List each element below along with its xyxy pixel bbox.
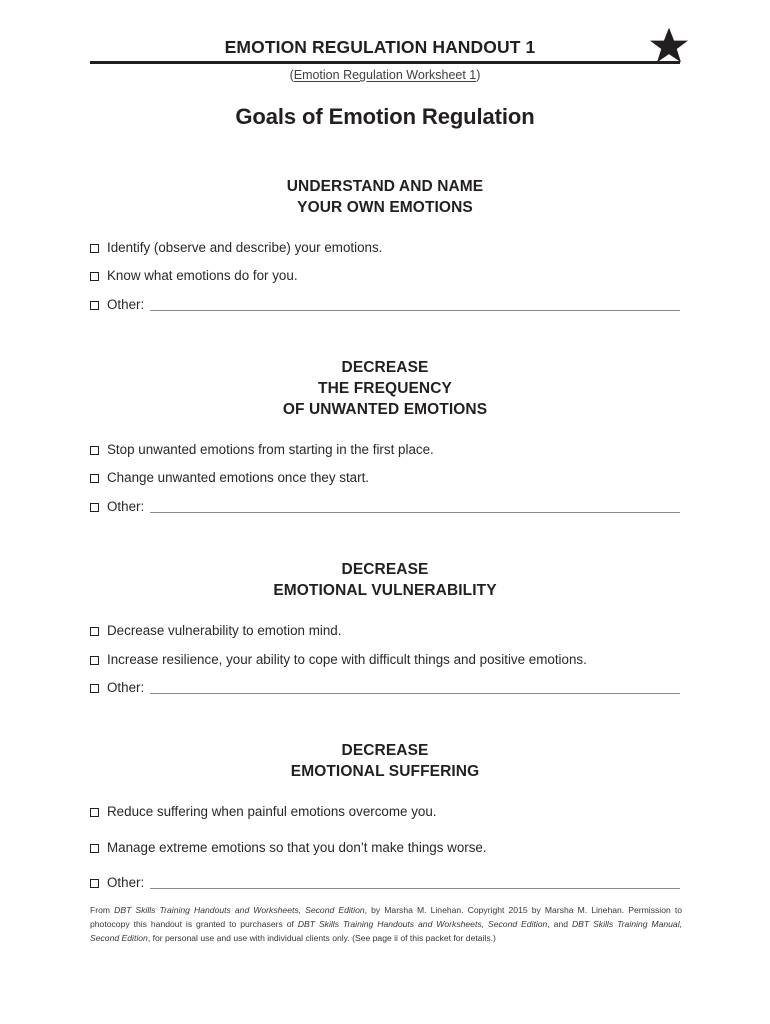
checkbox-icon[interactable] [90, 844, 99, 853]
section-decrease-suffering [90, 741, 680, 892]
footer-text: From [90, 905, 115, 915]
checklist [90, 240, 680, 314]
checklist-item-label: Other: [107, 297, 145, 313]
section-heading [90, 560, 680, 602]
checklist-item[interactable] [90, 240, 680, 257]
section-heading-line: UNDERSTAND AND NAME [286, 177, 484, 195]
star-icon [649, 26, 689, 64]
checklist-item[interactable] [90, 652, 680, 669]
checklist-item-label: Increase resilience, your ability to cope with difficult things and positive emotions. [107, 651, 587, 667]
section-heading-line: EMOTIONAL VULNERABILITY [273, 581, 497, 599]
other-write-in-line[interactable] [150, 512, 680, 513]
section-heading-line: DECREASE [341, 358, 429, 376]
other-write-in-line[interactable] [150, 888, 680, 889]
footer-text: , by Marsha M. Linehan. Copyright 2015 by Marsha M. Linehan. Permission to photocopy this handout is granted to purchasers of [90, 905, 683, 929]
section-heading [90, 358, 680, 421]
section-heading [90, 741, 680, 783]
checklist-item[interactable] [90, 804, 680, 821]
copyright-footer [90, 904, 682, 946]
footer-text: , for personal use and use with individual clients only. (See page ii of this packet for details.) [147, 932, 496, 943]
checklist-item-label: Stop unwanted emotions from starting in the first place. [107, 441, 434, 457]
section-heading-line: YOUR OWN EMOTIONS [297, 198, 473, 216]
checklist-item-other[interactable] [90, 875, 680, 892]
checklist-item[interactable] [90, 442, 680, 459]
checkbox-icon[interactable] [90, 244, 99, 253]
checkbox-icon[interactable] [90, 446, 99, 455]
checklist-item-label: Reduce suffering when painful emotions overcome you. [107, 803, 437, 819]
section-heading-line: DECREASE [341, 742, 429, 760]
checkbox-icon[interactable] [90, 684, 99, 693]
other-write-in-line[interactable] [150, 693, 680, 694]
header-divider [90, 61, 680, 64]
footer-text: , and [547, 918, 572, 929]
section-heading-line: EMOTIONAL SUFFERING [290, 763, 480, 780]
page-title: Goals of Emotion Regulation [235, 103, 535, 129]
checklist-item-other[interactable] [90, 297, 680, 314]
worksheet-ref-paren-close: ) [476, 67, 481, 82]
checklist-item-label: Change unwanted emotions once they start. [107, 470, 370, 486]
checklist-item[interactable] [90, 840, 680, 857]
checkbox-icon[interactable] [90, 808, 99, 817]
checklist-item-label: Other: [107, 680, 145, 696]
checkbox-icon[interactable] [90, 272, 99, 281]
checklist [90, 442, 680, 516]
worksheet-ref-paren-open: ( [289, 67, 294, 82]
checklist-item-label: Manage extreme emotions so that you don’t make things worse. [107, 839, 487, 855]
checklist-item-label: Other: [107, 499, 145, 515]
section-heading-line: THE FREQUENCY [318, 379, 452, 397]
section-understand-and-name [90, 177, 680, 314]
checklist-item-label: Other: [107, 875, 145, 891]
checkbox-icon[interactable] [90, 301, 99, 310]
checkbox-icon[interactable] [90, 656, 99, 665]
worksheet-reference [90, 68, 680, 83]
footer-title-italic: DBT Skills Training Handouts and Worksheets, Second Edition [114, 905, 365, 915]
checklist-item[interactable] [90, 470, 680, 487]
section-heading-line: OF UNWANTED EMOTIONS [282, 400, 488, 418]
checklist-item-other[interactable] [90, 499, 680, 516]
worksheet-ref-link[interactable]: Emotion Regulation Worksheet 1 [293, 67, 477, 82]
checklist-item-other[interactable] [90, 680, 680, 697]
footer-title-italic: DBT Skills Training Handouts and Worksheets, Second Edition [297, 918, 548, 929]
checklist-item[interactable] [90, 268, 680, 285]
checklist [90, 804, 680, 892]
checklist [90, 623, 680, 697]
checklist-item-label: Identify (observe and describe) your emotions. [107, 239, 383, 255]
section-decrease-frequency [90, 358, 680, 516]
checklist-item-label: Decrease vulnerability to emotion mind. [107, 622, 342, 638]
section-heading [90, 177, 680, 219]
handout-title: EMOTION REGULATION HANDOUT 1 [224, 37, 536, 57]
checkbox-icon[interactable] [90, 627, 99, 636]
checklist-item[interactable] [90, 623, 680, 640]
checkbox-icon[interactable] [90, 474, 99, 483]
footer-title-italic: DBT Skills Training Manual, Second Edition [90, 918, 682, 943]
section-decrease-vulnerability [90, 560, 680, 697]
checkbox-icon[interactable] [90, 879, 99, 888]
checkbox-icon[interactable] [90, 503, 99, 512]
page-header [90, 0, 680, 130]
checklist-item-label: Know what emotions do for you. [107, 268, 298, 284]
other-write-in-line[interactable] [150, 310, 680, 311]
section-heading-line: DECREASE [341, 560, 429, 578]
page-content [90, 0, 680, 892]
